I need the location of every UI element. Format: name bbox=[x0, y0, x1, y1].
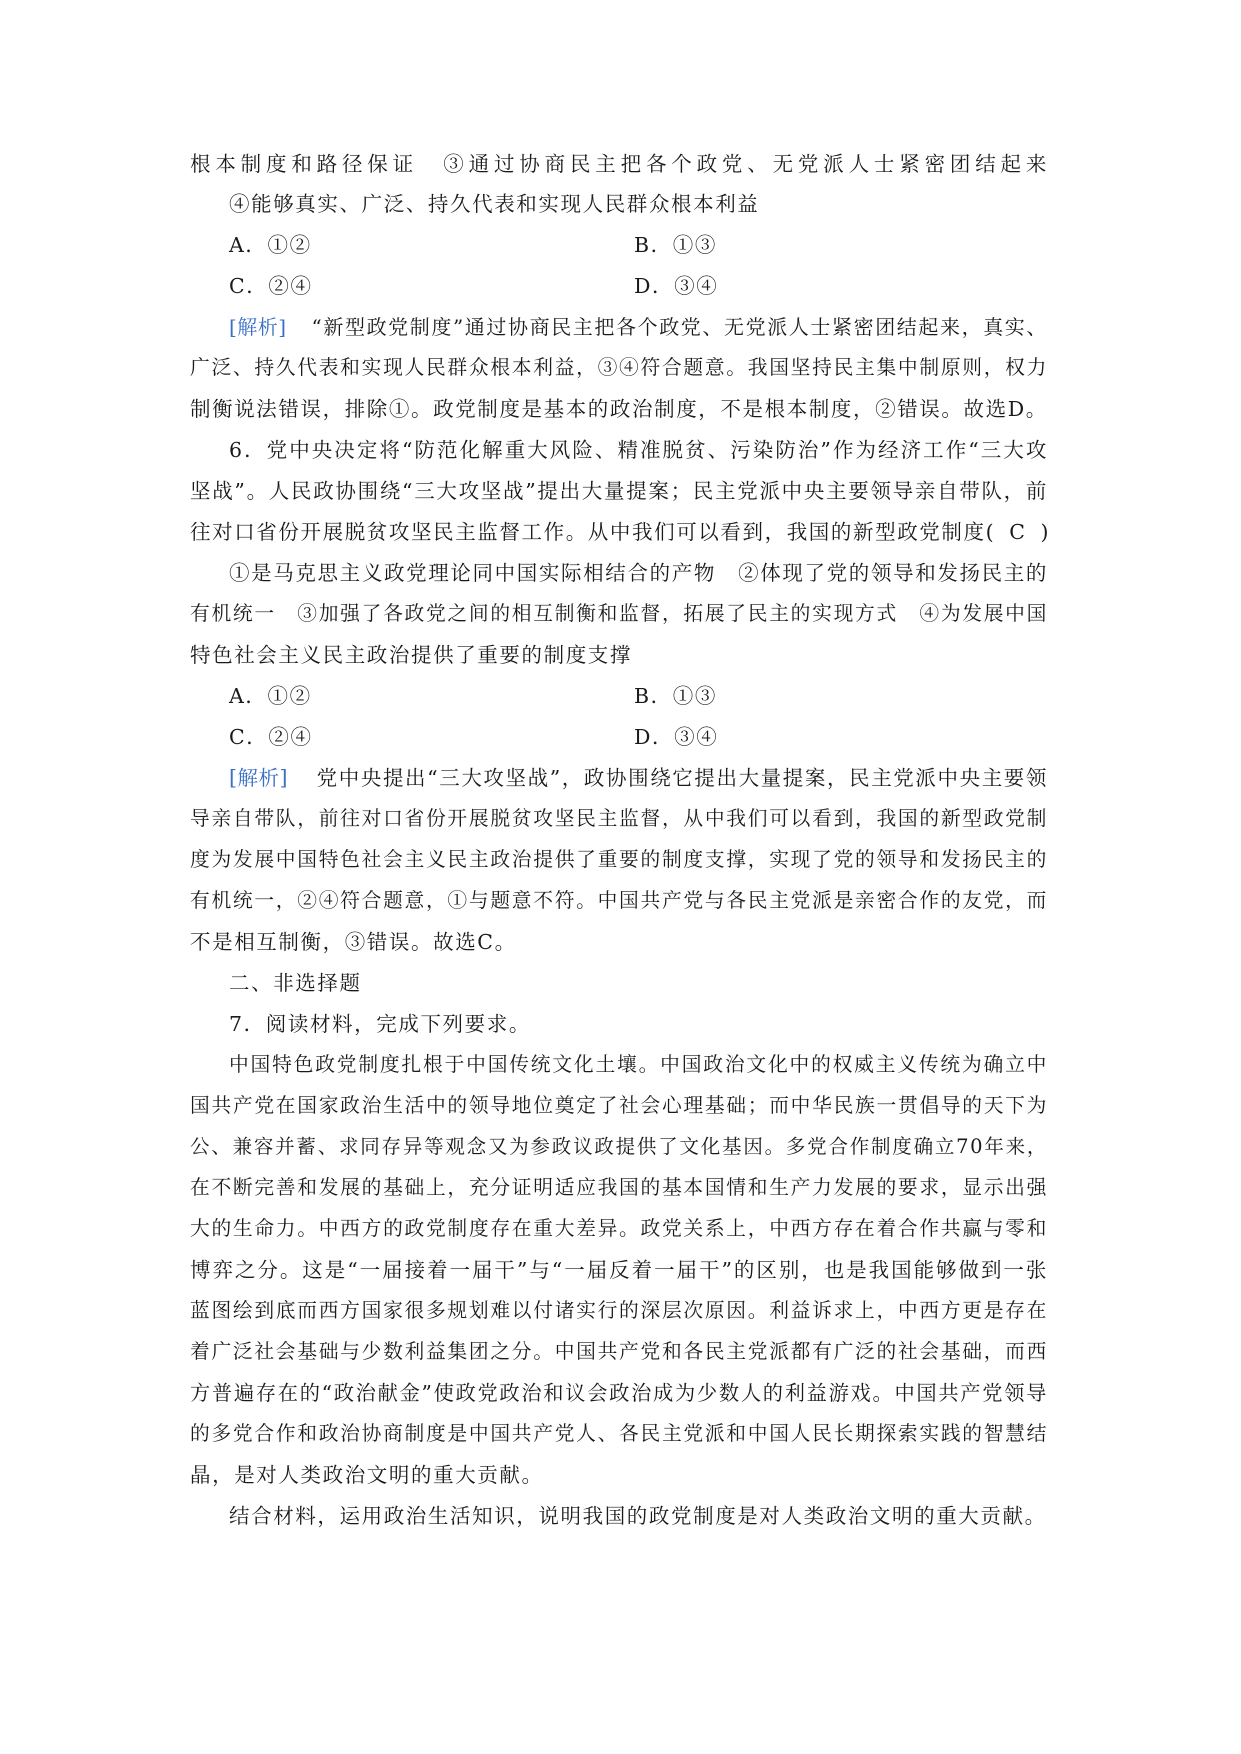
q6-analysis-line-5: 不是相互制衡，③错误。故选C。 bbox=[190, 930, 517, 954]
q5-analysis-text-1: “新型政党制度”通过协商民主把各个政党、无党派人士紧密团结起来，真实、 bbox=[311, 315, 1048, 339]
q6-option-a: A．①② bbox=[229, 684, 312, 708]
q7-material-line-8: 着广泛社会基础与少数利益集团之分。中国共产党和各民主党派都有广泛的社会基础，而西 bbox=[190, 1340, 1048, 1363]
q6-stem-text-3: 往对口省份开展脱贫攻坚民主监督工作。从中我们可以看到，我国的新型政党制度( bbox=[190, 520, 996, 544]
q6-analysis-line-4: 有机统一，②④符合题意，①与题意不符。中国共产党与各民主党派是亲密合作的友党，而 bbox=[190, 889, 1048, 912]
q6-option-b: B．①③ bbox=[634, 684, 717, 708]
q6-answer: C bbox=[1009, 520, 1027, 544]
q5-item-4: ④能够真实、广泛、持久代表和实现人民群众根本利益 bbox=[229, 192, 760, 216]
q6-stem-close: ) bbox=[1040, 520, 1051, 544]
q5-analysis-line-3: 制衡说法错误，排除①。政党制度是基本的政治制度，不是根本制度，②错误。故选D。 bbox=[190, 397, 1048, 421]
q6-option-d: D．③④ bbox=[634, 725, 719, 749]
q5-stem-tail: 根本制度和路径保证 ③通过协商民主把各个政党、无党派人士紧密团结起来 bbox=[190, 152, 1048, 176]
q5-analysis-line-1 bbox=[229, 311, 1048, 343]
q6-stem-line-2: 坚战”。人民政协围绕“三大攻坚战”提出大量提案；民主党派中央主要领导亲自带队，前 bbox=[190, 479, 1048, 503]
q5-analysis-tag: [解析] bbox=[229, 315, 287, 339]
q7-material-line-7: 蓝图绘到底而西方国家很多规划难以付诸实行的深层次原因。利益诉求上，中西方更是存在 bbox=[190, 1299, 1048, 1322]
q6-stem-line-3 bbox=[190, 516, 1241, 548]
q6-analysis-line-3: 度为发展中国特色社会主义民主政治提供了重要的制度支撑，实现了党的领导和发扬民主的 bbox=[190, 848, 1048, 871]
q6-option-c: C．②④ bbox=[229, 725, 313, 749]
q7-material-line-5: 大的生命力。中西方的政党制度存在重大差异。政党关系上，中西方存在着合作共赢与零和 bbox=[190, 1217, 1048, 1240]
q7-material-line-2: 国共产党在国家政治生活中的领导地位奠定了社会心理基础；而中华民族一贯倡导的天下为 bbox=[190, 1094, 1048, 1117]
q6-stem-line-1: 6．党中央决定将“防范化解重大风险、精准脱贫、污染防治”作为经济工作“三大攻 bbox=[229, 438, 1048, 462]
q6-analysis-line-2: 导亲自带队，前往对口省份开展脱贫攻坚民主监督，从中我们可以看到，我国的新型政党制 bbox=[190, 807, 1048, 830]
q7-material-line-4: 在不断完善和发展的基础上，充分证明适应我国的基本国情和生产力发展的要求，显示出强 bbox=[190, 1176, 1048, 1199]
q6-analysis-line-1 bbox=[229, 762, 1048, 794]
q7-material-line-6: 博弈之分。这是“一届接着一届干”与“一届反着一届干”的区别，也是我国能够做到一张 bbox=[190, 1258, 1048, 1282]
q5-option-a: A．①② bbox=[229, 233, 312, 257]
q5-option-b: B．①③ bbox=[634, 233, 717, 257]
q7-material-line-9: 方普遍存在的“政治献金”使政党政治和议会政治成为少数人的利益游戏。中国共产党领导 bbox=[190, 1381, 1048, 1405]
section-2-title: 二、非选择题 bbox=[229, 971, 362, 995]
q7-material-line-1: 中国特色政党制度扎根于中国传统文化土壤。中国政治文化中的权威主义传统为确立中 bbox=[229, 1053, 1048, 1076]
q6-item-line-1: ①是马克思主义政党理论同中国实际相结合的产物 ②体现了党的领导和发扬民主的 bbox=[229, 561, 1048, 585]
q6-item-line-3: 特色社会主义民主政治提供了重要的制度支撑 bbox=[190, 643, 632, 667]
q5-option-d: D．③④ bbox=[634, 274, 719, 298]
q6-analysis-text-1: 党中央提出“三大攻坚战”，政协围绕它提出大量提案，民主党派中央主要领 bbox=[316, 766, 1048, 790]
q7-question: 结合材料，运用政治生活知识，说明我国的政党制度是对人类政治文明的重大贡献。 bbox=[229, 1504, 1047, 1528]
q7-material-line-3: 公、兼容并蓄、求同存异等观念又为参政议政提供了文化基因。多党合作制度确立70年来， bbox=[190, 1135, 1048, 1158]
q7-material-line-10: 的多党合作和政治协商制度是中国共产党人、各民主党派和中国人民长期探索实践的智慧结 bbox=[190, 1422, 1048, 1445]
q5-option-c: C．②④ bbox=[229, 274, 313, 298]
q7-stem: 7．阅读材料，完成下列要求。 bbox=[229, 1012, 531, 1036]
q6-analysis-tag: [解析] bbox=[229, 766, 288, 790]
q5-analysis-line-2: 广泛、持久代表和实现人民群众根本利益，③④符合题意。我国坚持民主集中制原则，权力 bbox=[190, 356, 1048, 379]
q7-material-line-11: 晶，是对人类政治文明的重大贡献。 bbox=[190, 1463, 544, 1487]
q6-item-line-2: 有机统一 ③加强了各政党之间的相互制衡和监督，拓展了民主的实现方式 ④为发展中国 bbox=[190, 602, 1048, 625]
